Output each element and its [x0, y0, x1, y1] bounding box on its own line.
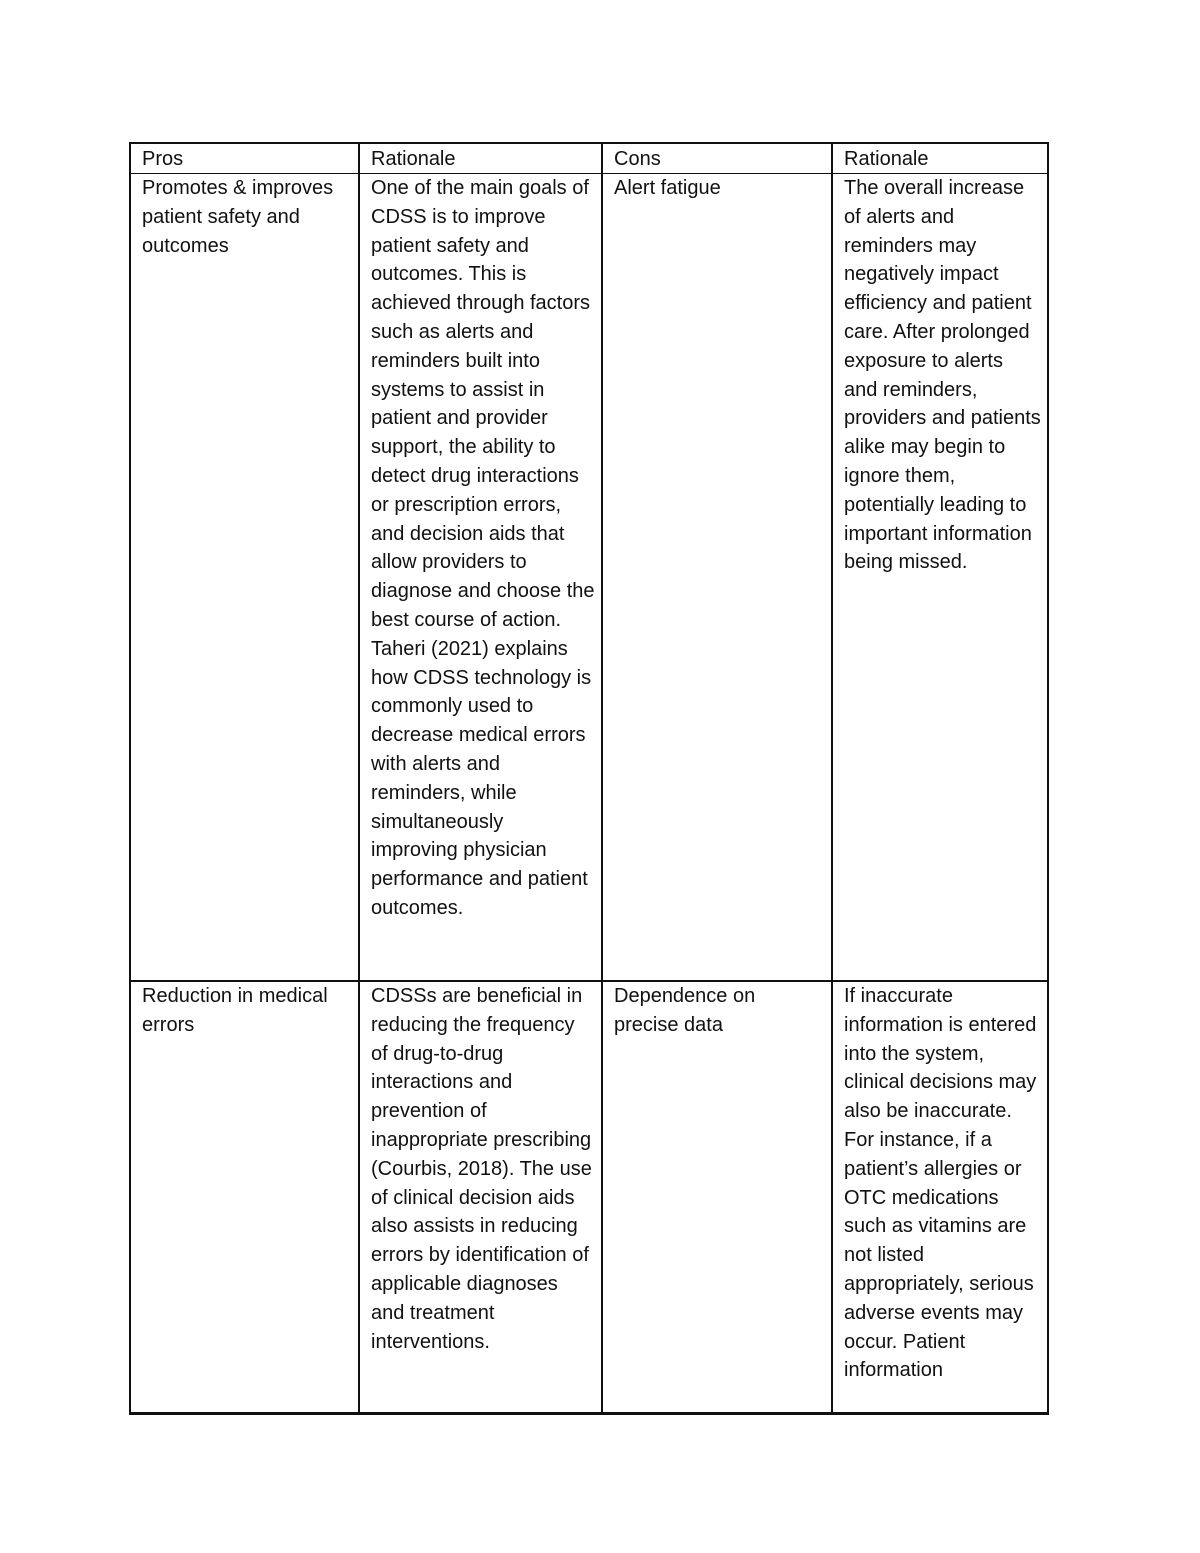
pro-rationale-cell: One of the main goals of CDSS is to improve patient safety and outcomes. This is achieved through factors such as alerts and reminders built into systems to assist in patient and provider support, the ability to detect drug interactions or prescription errors, and decision aids that allow providers to diagnose and choose the best course of action. Taheri (2021) explains how CDSS technology is commonly used to decrease medical errors with alerts and reminders, while simultaneously improving physician performance and patient outcomes. [359, 174, 602, 982]
table-row [130, 981, 1048, 1414]
header-cons: Cons [602, 143, 832, 174]
con-cell: Alert fatigue [602, 174, 832, 982]
pro-cell: Promotes & improves patient safety and outcomes [130, 174, 359, 982]
header-pros-rationale: Rationale [359, 143, 602, 174]
header-pros: Pros [130, 143, 359, 174]
con-rationale-cell: The overall increase of alerts and reminders may negatively impact efficiency and patient care. After prolonged exposure to alerts and reminders, providers and patients alike may begin to ignore them, potentially leading to important information being missed. [832, 174, 1048, 982]
pro-rationale-cell: CDSSs are beneficial in reducing the frequency of drug-to-drug interactions and prevention of inappropriate prescribing (Courbis, 2018). The use of clinical decision aids also assists in reducing errors by identification of applicable diagnoses and treatment interventions. [359, 981, 602, 1414]
pros-cons-table [129, 142, 1049, 1415]
con-cell: Dependence on precise data [602, 981, 832, 1414]
pro-cell: Reduction in medical errors [130, 981, 359, 1414]
table-header-row [130, 143, 1048, 174]
con-rationale-cell: If inaccurate information is entered into the system, clinical decisions may also be inaccurate. For instance, if a patient’s allergies or OTC medications such as vitamins are not listed appropriately, serious adverse events may occur. Patient information [832, 981, 1048, 1414]
header-cons-rationale: Rationale [832, 143, 1048, 174]
table-row [130, 174, 1048, 982]
